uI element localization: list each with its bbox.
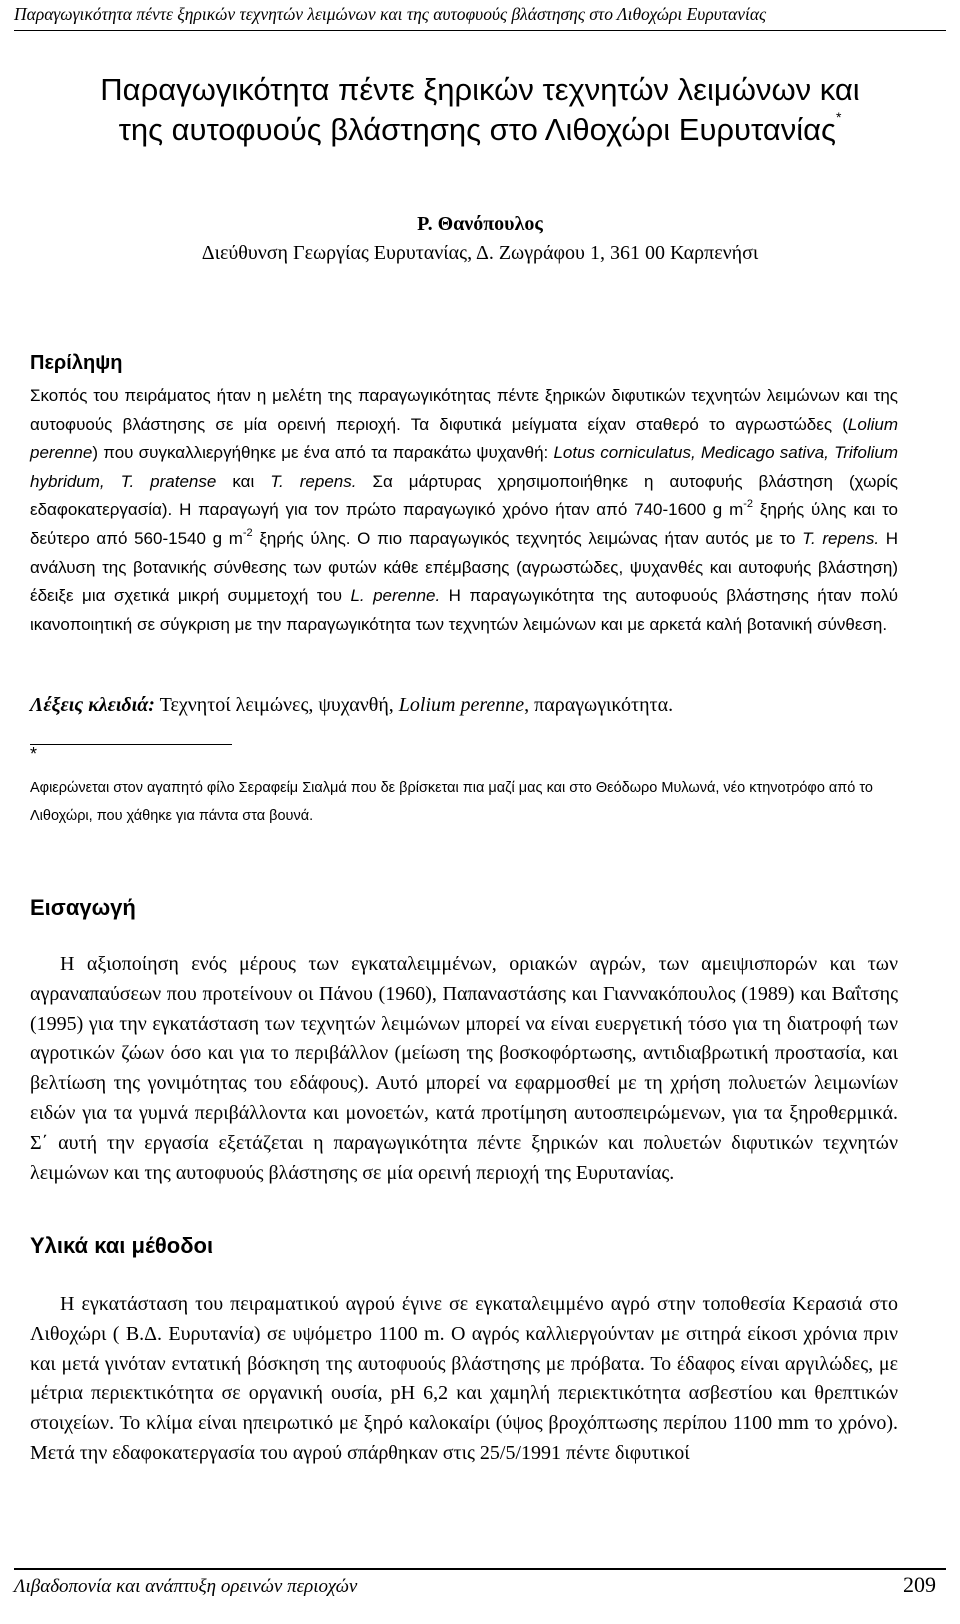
abstract-segment: και bbox=[216, 471, 271, 491]
abstract-segment: Η παραγωγικότητα της αυτοφυούς βλάστησης ήταν πολύ ικανοποιητική σε σύγκριση με την παραγωγικότητα των τεχνητών λειμώνων και με αρκετά καλή βοτανική σύνθεση. bbox=[30, 586, 898, 634]
abstract-text bbox=[30, 382, 898, 639]
keywords bbox=[30, 694, 910, 717]
title-line-2-text: της αυτοφυούς βλάστησης στο Λιθοχώρι Ευρυτανίας bbox=[118, 112, 836, 147]
running-header: Παραγωγικότητα πέντε ξηρικών τεχνητών λειμώνων και της αυτοφυούς βλάστησης στο Λιθοχώρι Ευρυτανίας bbox=[14, 4, 767, 24]
species-name: T. repens. bbox=[270, 471, 357, 491]
keywords-segment: Τεχνητοί λειμώνες, ψυχανθή, bbox=[154, 694, 399, 716]
page-number: 209 bbox=[903, 1572, 936, 1597]
species-name: L. perenne. bbox=[350, 586, 441, 606]
footnote-mark: * bbox=[30, 744, 38, 764]
abstract-segment: ξηρής ύλης και το δεύτερο από 560-1540 g m bbox=[30, 500, 898, 548]
footnote-text: Αφιερώνεται στον αγαπητό φίλο Σεραφείμ Σιαλμά που δε βρίσκεται πια μαζί μας και στο Θεόδωρο Μυλωνά, νέο κτηνοτρόφο από το Λιθοχώρι, που χάθηκε για πάντα στα βουνά. bbox=[30, 780, 873, 824]
methods-heading: Υλικά και μέθοδοι bbox=[30, 1233, 214, 1258]
footnote bbox=[30, 744, 898, 830]
unit-exponent: -2 bbox=[743, 498, 754, 511]
introduction-section bbox=[30, 950, 898, 1188]
unit-exponent: -2 bbox=[242, 526, 253, 539]
species-name: Lolium perenne bbox=[30, 414, 898, 463]
species-name: Lotus corniculatus, Medicago sativa, Trifolium hybridum, T. pratense bbox=[30, 443, 898, 491]
footer-rule bbox=[14, 1568, 946, 1570]
footer-journal-name: Λιβαδοπονία και ανάπτυξη ορεινών περιοχών bbox=[14, 1576, 358, 1597]
abstract-segment: Σα μάρτυρας χρησιμοποιήθηκε η αυτοφυής βλάστηση (χωρίς εδαφοκατεργασία). Η παραγωγή για τον πρώτο παραγωγικό χρόνο ήταν από 740-1600 g m bbox=[30, 471, 898, 520]
keywords-label: Λέξεις κλειδιά: bbox=[30, 694, 155, 716]
species-name: T. repens. bbox=[802, 528, 880, 548]
abstract-segment: Η ανάλυση της βοτανικής σύνθεσης των φυτών κάθε επέμβασης (αγρωστώδες, ψυχανθές και αυτοφυής βλάστηση) έδειξε μια σχετικά μικρή συμμετοχή του bbox=[30, 528, 898, 606]
species-name: Lolium perenne bbox=[398, 694, 525, 716]
title-line-1: Παραγωγικότητα πέντε ξηρικών τεχνητών λειμώνων και bbox=[100, 72, 860, 107]
author-name: Ρ. Θανόπουλος bbox=[417, 213, 543, 235]
abstract-heading: Περίληψη bbox=[30, 352, 123, 374]
author-affiliation: Διεύθυνση Γεωργίας Ευρυτανίας, Δ. Ζωγράφου 1, 361 00 Καρπενήσι bbox=[201, 242, 759, 264]
abstract-segment: Σκοπός του πειράματος ήταν η μελέτη της παραγωγικότητας πέντε ξηρικών διφυτικών τεχνητών λειμώνων και της αυτοφυούς βλάστησης σε μία ορεινή περιοχή. Τα διφυτικά μείγματα είχαν σταθερό το αγρωστώδες ( bbox=[30, 386, 898, 434]
abstract-segment: ) που συγκαλλιεργήθηκε με ένα από τα παρακάτω ψυχανθή: bbox=[92, 443, 554, 463]
title-footnote-mark: * bbox=[835, 109, 842, 125]
header-rule bbox=[14, 30, 946, 31]
keywords-segment: , παραγωγικότητα. bbox=[524, 694, 674, 716]
methods-paragraph: Η εγκατάσταση του πειραματικού αγρού έγινε σε εγκαταλειμμένο αγρό στην τοποθεσία Κερασιά στο Λιθοχώρι ( Β.Δ. Ευρυτανία) σε υψόμετρο 1100 m. Ο αγρός καλλιεργούνταν με σιτηρά είκοσι χρόνια πριν και μετά γινόταν εντατική βόσκηση της αυτοφυούς βλάστησης με πρόβατα. Το έδαφος είναι αργιλώδες, με μέτρια περιεκτικότητα σε οργανική ουσία, pH 6,2 και χαμηλή περιεκτικότητα ασβεστίου και θρεπτικών στοιχείων. Το κλίμα είναι ηπειρωτικό με ξηρό καλοκαίρι (ύψος βροχόπτωσης περίπου 1100 mm το χρόνο). Μετά την εδαφοκατεργασία του αγρού σπάρθηκαν στις 25/5/1991 πέντε διφυτικοί bbox=[30, 1293, 898, 1464]
paper-title bbox=[0, 70, 960, 150]
introduction-heading: Εισαγωγή bbox=[30, 895, 136, 920]
methods-section bbox=[30, 1290, 898, 1469]
introduction-paragraph: Η αξιοποίηση ενός μέρους των εγκαταλειμμένων, οριακών αγρών, των αμειψισπορών και των αγραναπαύσεων που προτείνουν οι Πάνου (1960), Παπαναστάσης και Γιαννακόπουλος (1989) και Βαΐτσης (1995) για την εγκατάσταση των τεχνητών λειμώνων μπορεί να είναι ευεργετική τόσο για τη διατροφή των αγροτικών ζώων όσο και για το περιβάλλον (μείωση της βοσκοφόρτωσης, αντιδιαβρωτική προστασία, και βελτίωση της γονιμότητας του εδάφους). Αυτό μπορεί να εφαρμοσθεί με τη χρήση πολυετών λειμωνίων ειδών για τα γυμνά περιβάλλοντα και μονοετών, κατά προτίμηση αυτοσπειρώμενων, για τα ξηροθερμικά. Σ΄ αυτή την εργασία εξετάζεται η παραγωγικότητα πέντε ξηρικών και πολυετών διφυτικών τεχνητών λειμώνων και της αυτοφυούς βλάστησης σε μία ορεινή περιοχή της Ευρυτανίας. bbox=[30, 953, 898, 1184]
abstract-segment: ξηρής ύλης. Ο πιο παραγωγικός τεχνητός λειμώνας ήταν αυτός με το bbox=[252, 528, 803, 548]
title-line-2 bbox=[0, 110, 960, 150]
